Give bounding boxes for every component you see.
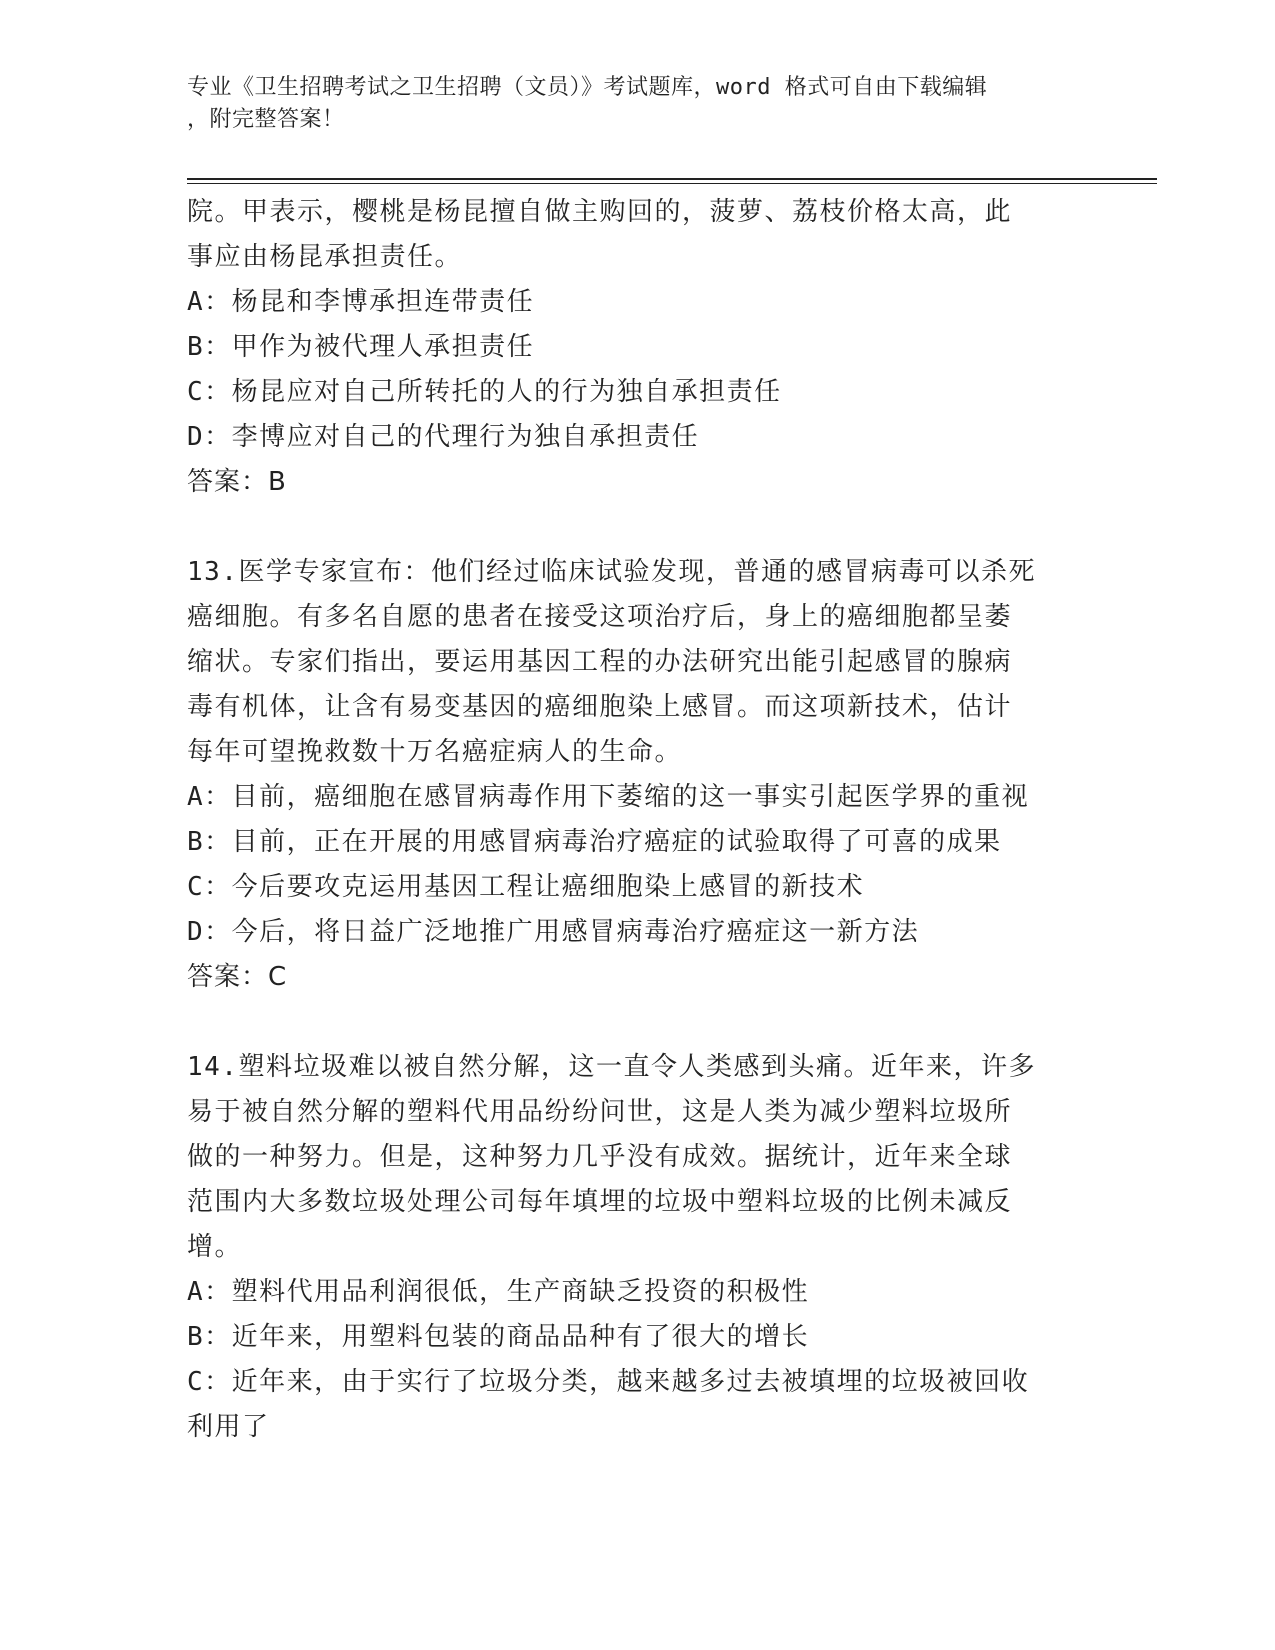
question-stem-line: 事应由杨昆承担责任。	[187, 242, 463, 272]
header-line-1: 专业《卫生招聘考试之卫生招聘（文员）》考试题库，word 格式可自由下载编辑	[187, 75, 988, 100]
question-stem-line: 14.塑料垃圾难以被自然分解，这一直令人类感到头痛。近年来，许多	[187, 1052, 1036, 1082]
header-line-2: ，附完整答案！	[187, 107, 345, 132]
option-c: C：近年来，由于实行了垃圾分类，越来越多过去被填埋的垃圾被回收	[187, 1367, 1030, 1397]
option-b: B：近年来，用塑料包装的商品品种有了很大的增长	[187, 1322, 810, 1352]
question-stem-line: 毒有机体，让含有易变基因的癌细胞染上感冒。而这项新技术，估计	[187, 692, 1013, 722]
question-12	[187, 190, 1087, 505]
option-c: C：今后要攻克运用基因工程让癌细胞染上感冒的新技术	[187, 872, 865, 902]
answer-label: 答案：C	[187, 962, 288, 992]
question-stem-line: 13.医学专家宣布：他们经过临床试验发现，普通的感冒病毒可以杀死	[187, 557, 1036, 587]
option-c: C：杨昆应对自己所转托的人的行为独自承担责任	[187, 377, 782, 407]
spacer	[187, 1000, 1087, 1045]
question-stem-line: 癌细胞。有多名自愿的患者在接受这项治疗后，身上的癌细胞都呈萎	[187, 602, 1013, 632]
question-stem-line: 院。甲表示，樱桃是杨昆擅自做主购回的，菠萝、荔枝价格太高，此	[187, 197, 1013, 227]
option-c-continued: 利用了	[187, 1412, 270, 1442]
question-stem-line: 易于被自然分解的塑料代用品纷纷问世，这是人类为减少塑料垃圾所	[187, 1097, 1013, 1127]
question-stem-line: 做的一种努力。但是，这种努力几乎没有成效。据统计，近年来全球	[187, 1142, 1013, 1172]
option-d: D：李博应对自己的代理行为独自承担责任	[187, 422, 700, 452]
question-stem-line: 范围内大多数垃圾处理公司每年填埋的垃圾中塑料垃圾的比例未减反	[187, 1187, 1013, 1217]
option-b: B：甲作为被代理人承担责任	[187, 332, 535, 362]
header-rule-thin	[187, 183, 1157, 184]
question-14	[187, 1045, 1087, 1450]
option-a: A：杨昆和李博承担连带责任	[187, 287, 535, 317]
header-rule-thick	[187, 178, 1157, 180]
option-a: A：塑料代用品利润很低，生产商缺乏投资的积极性	[187, 1277, 810, 1307]
question-content	[187, 190, 1087, 1450]
question-stem-line: 每年可望挽救数十万名癌症病人的生命。	[187, 737, 683, 767]
question-13	[187, 550, 1087, 1000]
option-b: B：目前，正在开展的用感冒病毒治疗癌症的试验取得了可喜的成果	[187, 827, 1002, 857]
question-stem-line: 缩状。专家们指出，要运用基因工程的办法研究出能引起感冒的腺病	[187, 647, 1013, 677]
option-a: A：目前，癌细胞在感冒病毒作用下萎缩的这一事实引起医学界的重视	[187, 782, 1030, 812]
spacer	[187, 505, 1087, 550]
answer-label: 答案：B	[187, 467, 287, 497]
question-stem-line: 增。	[187, 1232, 243, 1262]
document-header	[187, 72, 1067, 136]
option-d: D：今后，将日益广泛地推广用感冒病毒治疗癌症这一新方法	[187, 917, 920, 947]
